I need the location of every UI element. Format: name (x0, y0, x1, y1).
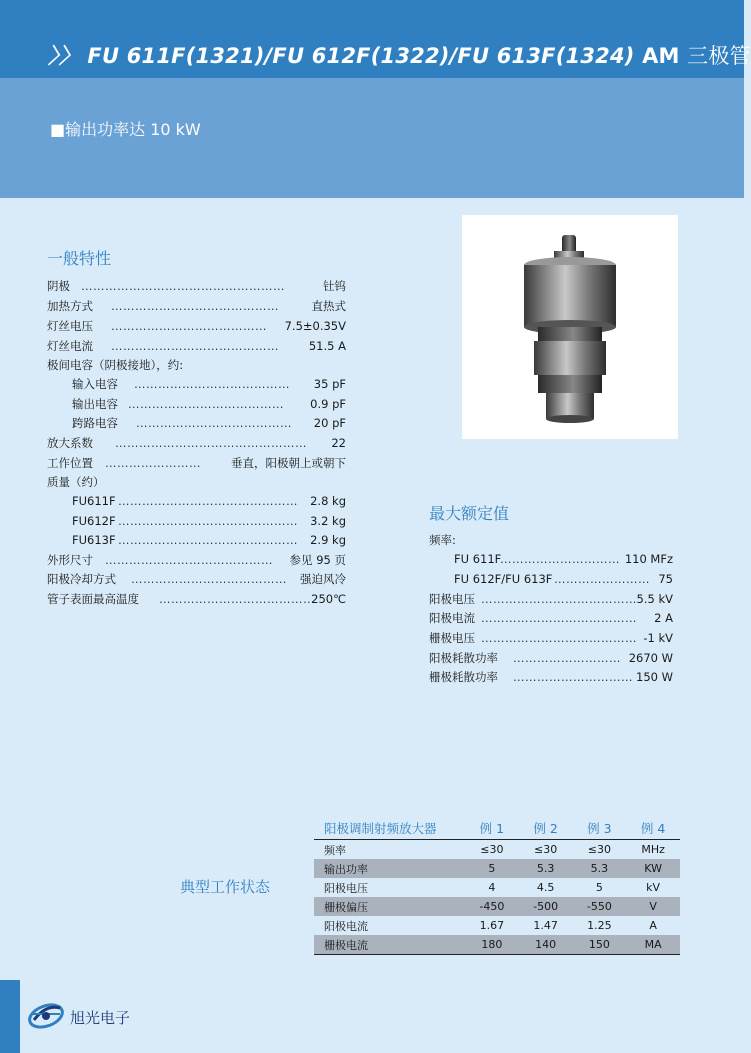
column-header: 例 3 (573, 817, 627, 840)
max-ratings-heading: 最大额定值 (429, 504, 510, 523)
table-cell: MHz (641, 843, 665, 856)
triode-tube-photo (462, 215, 678, 439)
spec-row: 栅极耗散功率 ………………………… 150 W (429, 670, 673, 684)
column-header: 例 2 (519, 817, 573, 840)
spec-row: FU 611F ………………………… 110 MFz (454, 552, 673, 566)
table-row (314, 840, 680, 860)
table-cell: V (626, 897, 680, 916)
mass-label: 质量（约） (47, 475, 105, 489)
page-title: 〉〉 FU 611F(1321)/FU 612F(1322)/FU 613F(1324) AM 三极管 (48, 44, 751, 68)
table-row (314, 878, 680, 897)
spec-row: 工作位置 …………………… 垂直，阳极朝上或朝下 (47, 456, 346, 470)
table-cell: 阳极电压 (324, 881, 368, 895)
typical-operation-table (314, 817, 680, 955)
table-row (314, 859, 680, 878)
xuguang-logo-icon (26, 998, 66, 1034)
spec-row: FU612F ……………………………………… 3.2 kg (72, 514, 346, 528)
spec-row: 阳极耗散功率 ……………………… 2670 W (429, 651, 673, 665)
table-row (314, 916, 680, 935)
table-cell: 栅极偏压 (314, 897, 465, 916)
table-cell: 150 (573, 935, 627, 955)
table-cell: 输出功率 (314, 859, 465, 878)
table-cell: 5.3 (573, 859, 627, 878)
table-cell: 栅极电流 (314, 935, 465, 955)
table-cell: MA (626, 935, 680, 955)
table-cell: 180 (465, 935, 519, 955)
table-cell: -500 (519, 897, 573, 916)
table-cell: ≤30 (587, 843, 611, 856)
table-cell: KW (626, 859, 680, 878)
column-header: 例 1 (465, 817, 519, 840)
spec-row: 外形尺寸 …………………………………… 参见 95 页 (47, 553, 346, 567)
spec-row: 放大系数 ………………………………………… 22 (47, 436, 346, 450)
table-row (314, 897, 680, 916)
table-cell: ≤30 (534, 843, 558, 856)
spec-row: 阳极电流 ………………………………… 2 A (429, 611, 673, 625)
spec-row: 灯丝电压 ………………………………… 7.5±0.35V (47, 319, 346, 333)
general-heading: 一般特性 (47, 249, 112, 268)
table-cell: 4.5 (536, 881, 555, 894)
spec-row: 栅极电压 ………………………………… -1 kV (429, 631, 673, 645)
table-cell: -450 (465, 897, 519, 916)
table-cell: 5 (465, 859, 519, 878)
table-cell: 140 (519, 935, 573, 955)
spec-row: 阳极冷却方式 ………………………………… 强迫风冷 (47, 572, 346, 586)
table-cell: 5.3 (519, 859, 573, 878)
freq-label: 频率: (429, 533, 456, 547)
table-cell: ≤30 (480, 843, 504, 856)
table-row (314, 935, 680, 955)
table-cell: A (649, 919, 657, 932)
spec-row: FU611F ……………………………………… 2.8 kg (72, 494, 346, 508)
spec-row: 输出电容 ………………………………… 0.9 pF (72, 397, 346, 411)
spec-row: 阴极 …………………………………………… 钍钨 (47, 279, 346, 293)
spec-row: FU613F ……………………………………… 2.9 kg (72, 533, 346, 547)
footer-side-bar (0, 980, 20, 1053)
typical-operation-label: 典型工作状态 (180, 878, 271, 896)
table-cell: 阳极电流 (324, 919, 368, 933)
product-photo (462, 215, 678, 439)
spec-row: 输入电容 ………………………………… 35 pF (72, 377, 346, 391)
capacitance-label: 极间电容（阴极接地），约: (47, 358, 184, 372)
column-header: 阳极调制射频放大器 (314, 817, 465, 840)
subtitle: ■输出功率达 10 kW (50, 120, 201, 139)
table-cell: -550 (573, 897, 627, 916)
table-cell: 5 (595, 881, 603, 894)
table-cell: 1.67 (479, 919, 505, 932)
spec-row: 管子表面最高温度 ………………………………… 250℃ (47, 592, 346, 606)
spec-row: 跨路电容 ………………………………… 20 pF (72, 416, 346, 430)
table-cell: 4 (488, 881, 496, 894)
spec-row: 灯丝电流 …………………………………… 51.5 A (47, 339, 346, 353)
column-header: 例 4 (626, 817, 680, 840)
table-cell: 1.47 (533, 919, 558, 932)
table-cell: kV (646, 881, 661, 894)
table-cell: 1.25 (587, 919, 612, 932)
table-cell: 频率 (324, 843, 346, 857)
spec-row: 加热方式 …………………………………… 直热式 (47, 299, 346, 313)
spec-row: FU 612F/FU 613F …………………… 75 (454, 572, 673, 586)
spec-row: 阳极电压 ………………………………… 5.5 kV (429, 592, 673, 606)
brand-name: 旭光电子 (70, 1009, 131, 1027)
table-header-row (314, 817, 680, 840)
